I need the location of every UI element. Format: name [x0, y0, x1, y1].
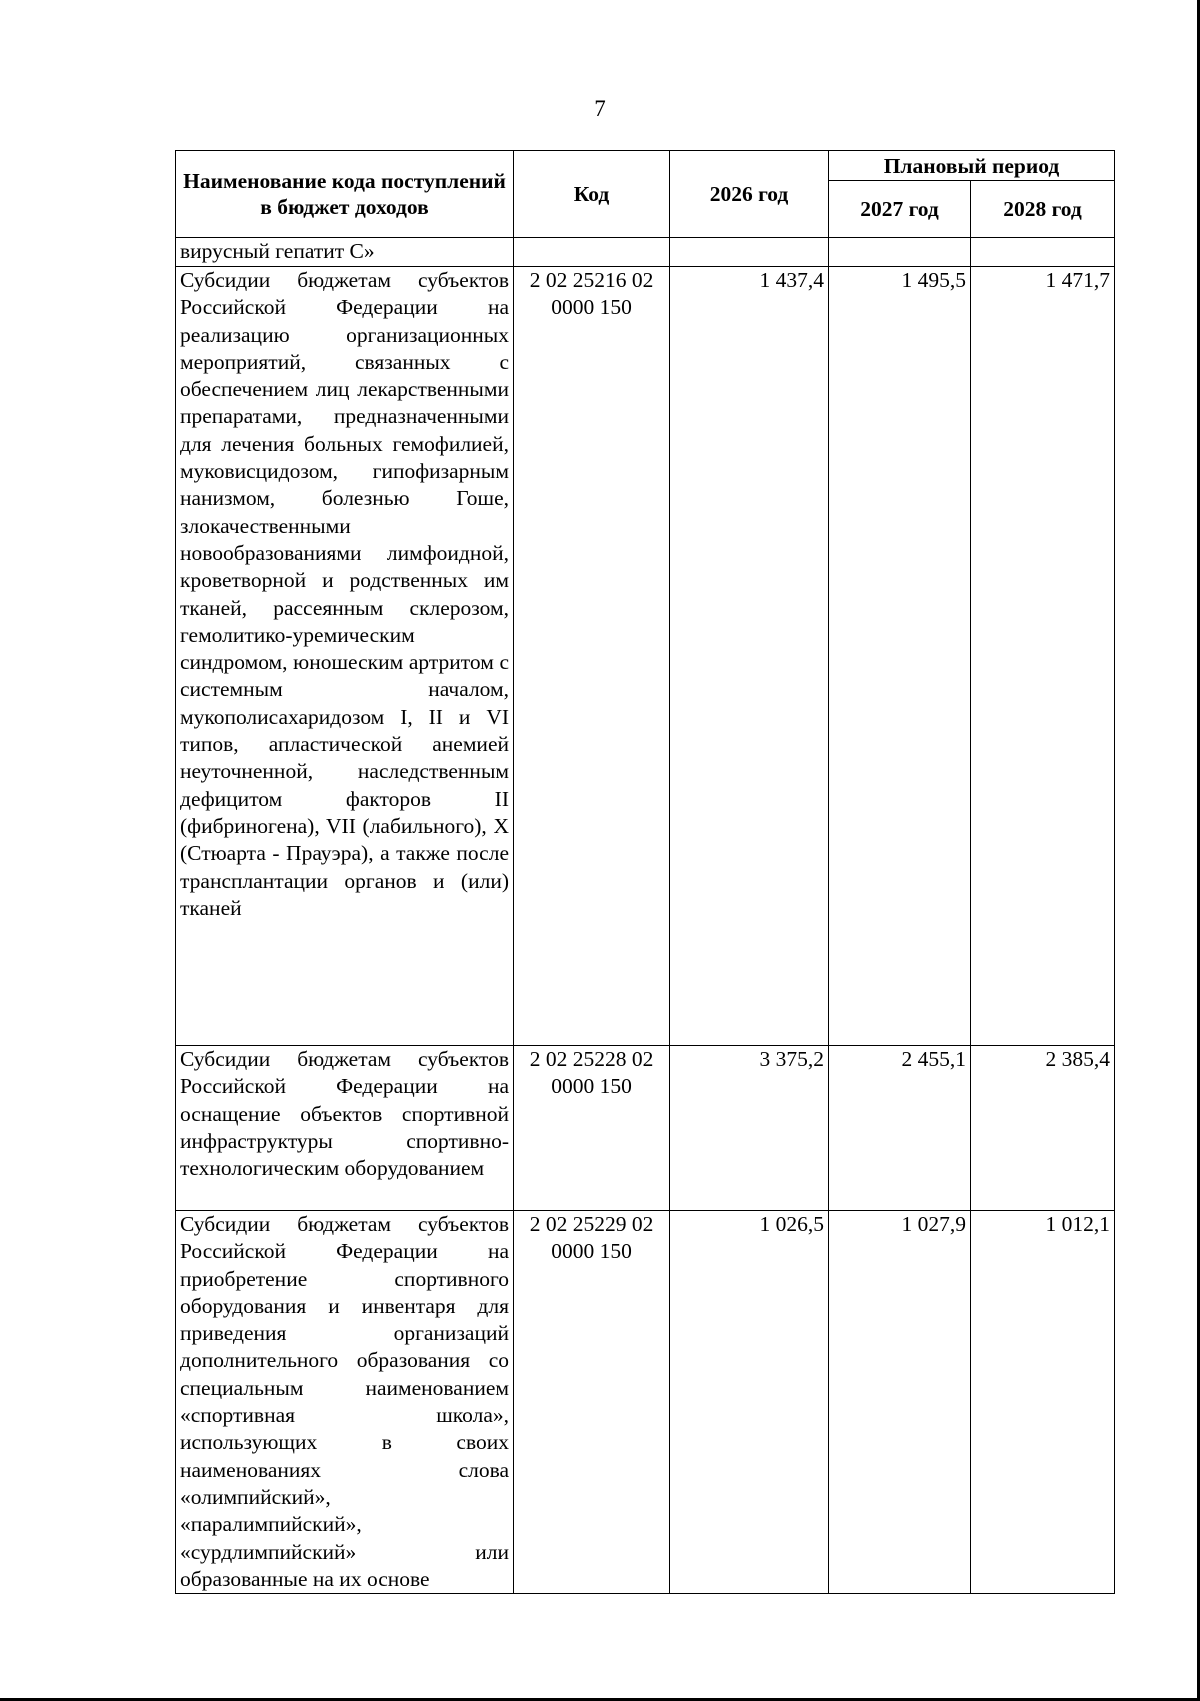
- row-code: 2 02 25229 02 0000 150: [514, 1211, 670, 1594]
- header-2026: 2026 год: [670, 151, 829, 238]
- row-code: [514, 238, 670, 267]
- row-value-2026: [670, 238, 829, 267]
- row-value-2027: 1 027,9: [829, 1211, 971, 1594]
- row-value-2026: 1 026,5: [670, 1211, 829, 1594]
- page-number: 7: [594, 96, 606, 121]
- row-value-2028: 1 471,7: [971, 267, 1115, 1046]
- row-value-2027: 1 495,5: [829, 267, 971, 1046]
- row-value-2028: 2 385,4: [971, 1046, 1115, 1211]
- revenue-table: [175, 150, 1115, 1594]
- row-code: 2 02 25228 02 0000 150: [514, 1046, 670, 1211]
- header-name: Наименование кода поступлений в бюджет доходов: [176, 151, 514, 238]
- header-2028: 2028 год: [971, 181, 1115, 238]
- row-value-2026: 3 375,2: [670, 1046, 829, 1211]
- row-value-2027: 2 455,1: [829, 1046, 971, 1211]
- table-row: [176, 1046, 1115, 1211]
- row-value-2026: 1 437,4: [670, 267, 829, 1046]
- table-row: [176, 1211, 1115, 1594]
- row-code: 2 02 25216 02 0000 150: [514, 267, 670, 1046]
- row-name: Субсидии бюджетам субъектов Российской Федерации на оснащение объектов спортивной инфраструктуры спортивно-технологическим оборудованием: [176, 1046, 514, 1211]
- row-name: Субсидии бюджетам субъектов Российской Федерации на реализацию организационных мероприятий, связанных с обеспечением лиц лекарственными препаратами, предназначенными для лечения больных гемофилией, муковисцидозом, гипофизарным нанизмом, болезнью Гоше, злокачественными новообразованиями лимфоидной, кроветворной и родственных им тканей, рассеянным склерозом, гемолитико-уремическим синдромом, юношеским артритом с системным началом, мукополисахаридозом I, II и VI типов, апластической анемией неуточненной, наследственным дефицитом факторов II (фибриногена), VII (лабильного), X (Стюарта - Прауэра), а также после трансплантации органов и (или) тканей: [176, 267, 514, 1046]
- row-value-2027: [829, 238, 971, 267]
- header-planning-period: Плановый период: [829, 151, 1115, 181]
- row-value-2028: 1 012,1: [971, 1211, 1115, 1594]
- row-name: Субсидии бюджетам субъектов Российской Федерации на приобретение спортивного оборудования и инвентаря для приведения организаций дополнительного образования со специальным наименованием «спортивная школа», использующих в своих наименованиях слова «олимпийский», «паралимпийский», «сурдлимпийский» или образованные на их основе: [176, 1211, 514, 1594]
- table-row: [176, 238, 1115, 267]
- table-row: [176, 267, 1115, 1046]
- row-name: вирусный гепатит С»: [176, 238, 514, 267]
- header-2027: 2027 год: [829, 181, 971, 238]
- header-code: Код: [514, 151, 670, 238]
- row-value-2028: [971, 238, 1115, 267]
